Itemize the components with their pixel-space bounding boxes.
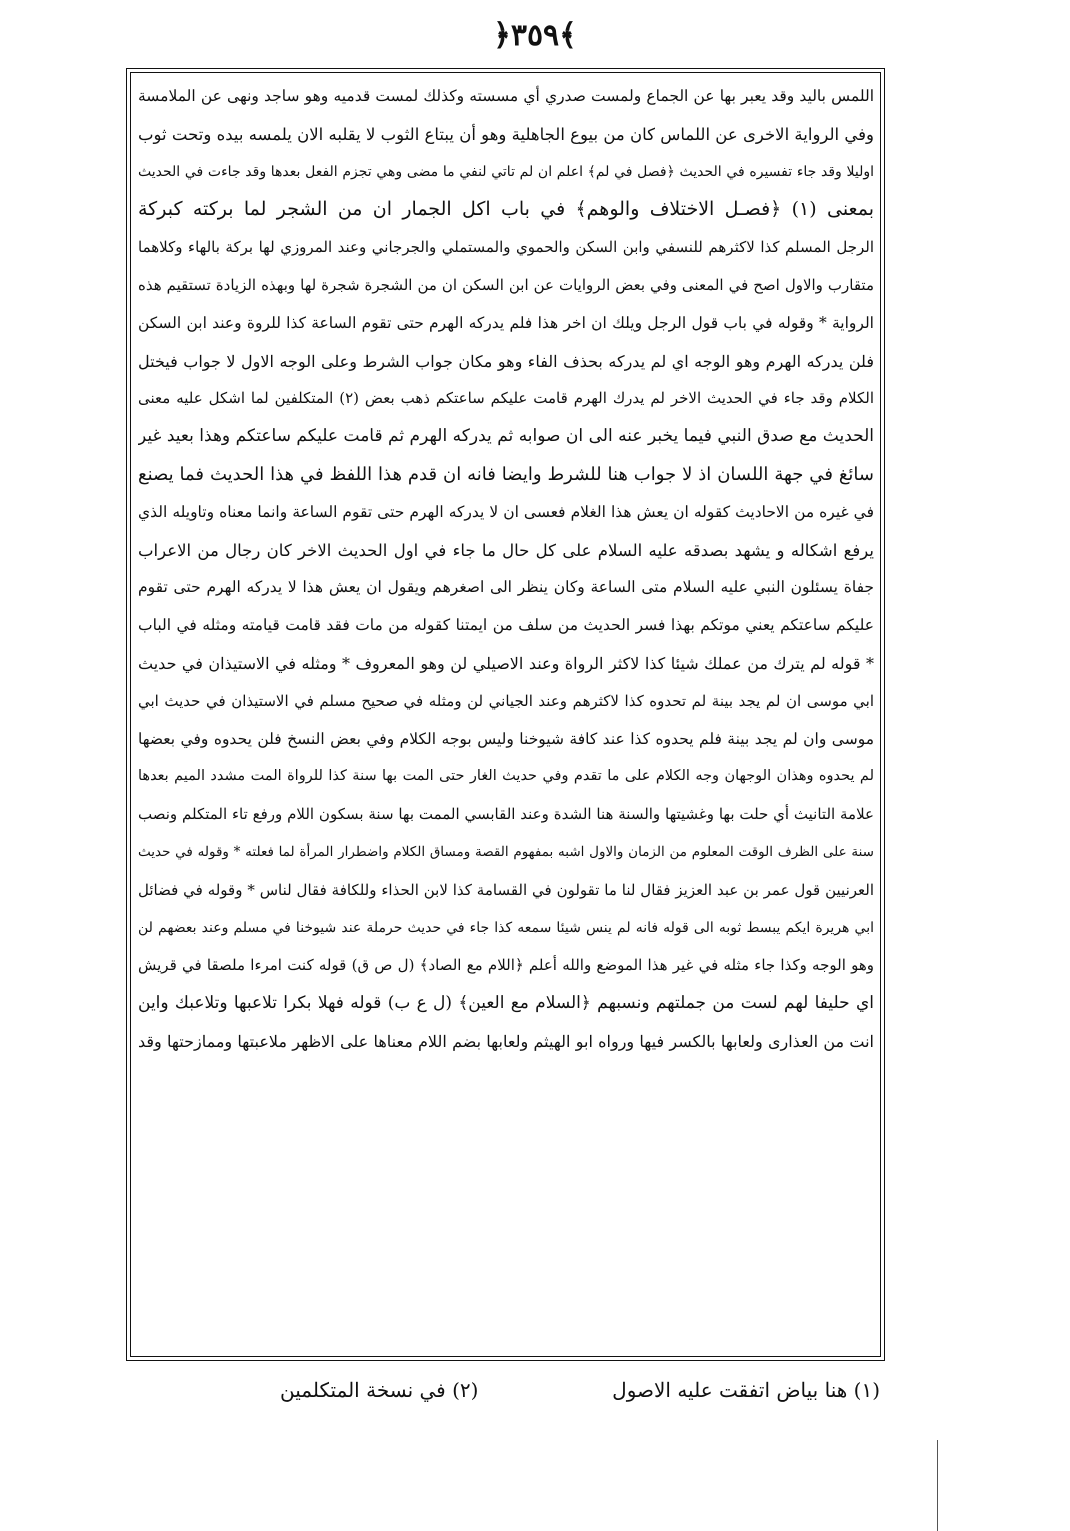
text-line: الرجل المسلم كذا لاكثرهم للنسفي وابن السكن والحموي والمستملي والجرجاني وعند المروزي لها بركة بالهاء وكلاهما (138, 238, 874, 257)
text-line: الحديث مع صدق النبي فيما يخبر عنه الى ان صوابه ثم يدركه الهرم ثم قامت عليكم ساعتكم وهذا بعيد غير (138, 426, 874, 447)
text-line: عليكم ساعتكم يعني موتكم بهذا فسر الحديث من سلف من ايمتنا كقوله من مات فقد قامت قيامته ومثله في الباب (138, 616, 874, 635)
text-line: بمعنى (١) ﴿فصـل الاختلاف والوهم﴾ في باب اكل الجمار ان من الشجر لما بركته كبركة (138, 198, 874, 221)
text-line: اللمس باليد وقد يعبر بها عن الجماع ولمست صدري أي مسسته وكذلك لمست قدميه وهو ساجد ونهى عن الملامسة (138, 87, 874, 105)
text-line: وفي الرواية الاخرى عن اللماس كان من بيوع الجاهلية وهو أن يبتاع الثوب لا يقلبه الان يلمسه بيده وتحت ثوب (138, 124, 874, 144)
text-line: الكلام وقد جاء في الحديث الاخر لم يدرك الهرم قامت عليكم ساعتكم ذهب بعض (٢) المتكلفين لما اشكل عليه معنى (138, 389, 874, 408)
text-line: موسى وان لم يجد بينة فلم يحدوه كذا عند كافة شيوخنا وليس بوجه الكلام وفي بعض النسخ فلن يحدوه وفي بعضها (138, 729, 874, 748)
footnote-1: (١) هنا بياض اتفقت عليه الاصول (612, 1378, 880, 1402)
text-line: الرواية * وقوله في باب قول الرجل ويلك ان اخر هذا فلم يدركه الهرم حتى تقوم الساعة كذا للروة وعند ابن السكن (138, 313, 874, 332)
main-text (138, 78, 874, 1061)
text-line: لم يحدوه وهذان الوجهان وجه الكلام على ما تقدم وفي حديث الغار حتى المت بها سنة كذا للرواة المت مشدد الميم بعدها (138, 768, 874, 785)
text-line: سائغ في جهة اللسان اذ لا جواب هنا للشرط وايضا فانه ان قدم هذا اللفظ في هذا الحديث فما يصنع (138, 463, 874, 485)
page-number: ﴿٣٥٩﴾ (493, 18, 577, 53)
text-line: * قوله لم يترك من عملك شيئا كذا لاكثر الرواة وعند الاصيلي لن وهو المعروف * ومثله في الاستيذان في حديث (138, 653, 874, 673)
text-line: في غيره من الاحاديث كقوله ان يعش هذا الغلام فعسى ان لا يدركه الهرم حتى تقوم الساعة وانما معناه وتاويله الذي (138, 502, 874, 521)
text-line: فلن يدركه الهرم وهو الوجه اي لم يدركه بحذف الفاء وهو مكان جواب الشرط وعلى الوجه الاول لا جواب فيختل (138, 351, 874, 371)
footnote-2: (٢) في نسخة المتكلمين (280, 1378, 479, 1402)
text-line: اوليلا وقد جاء تفسيره في الحديث ﴿فصل في لم﴾ اعلم ان لم تاتي لنفي ما مضى وهي تجزم الفعل بعدها وقد جاءت في الحديث (138, 163, 874, 180)
text-line: جفاة يسئلون النبي عليه السلام متى الساعة وكان ينظر الى اصغرهم ويقول ان يعش هذا لا يدركه الهرم حتى تقوم (138, 578, 874, 597)
text-line: يرفع اشكاله و يشهد بصدقه عليه السلام على كل حال ما جاء في اول الحديث الاخر كان رجال من الاعراب (138, 540, 874, 560)
text-line: العرنيين قول عمر بن عبد العزيز فقال لنا ما تقولون في القسامة كذا لابن الحذاء وللكافة فقال لناس * وقوله في فضائل (138, 880, 874, 899)
text-line: وهو الوجه وكذا جاء مثله في غير هذا الموضع والله أعلم ﴿اللام مع الصاد﴾ (ل ص ق) قوله كنت امرءا ملصقا في قريش (138, 956, 874, 975)
text-line: اي حليفا لهم لست من جملتهم ونسبهم ﴿السلام مع العين﴾ (ل ع ب) قوله فهلا بكرا تلاعبها وتلاعبك واين (138, 993, 874, 1014)
text-line: سنة على الظرف الوقت المعلوم من الزمان والاول اشبه بمفهوم القصة ومساق الكلام واضطرار المرأة لما فعلته * وقوله في حديث (138, 843, 874, 860)
text-line: علامة التانيث أي حلت بها وغشيتها والسنة هنا الشدة وعند القابسي الممت بها سنة بسكون اللام ورفع تاء المتكلم ونصب (138, 805, 874, 824)
text-line: ابي موسى ان لم يجد بينة لم تحدوه كذا لاكثرهم وعند الجياني لن ومثله في صحيح مسلم في الاستيذان في حديث ابي (138, 691, 874, 710)
footnotes (280, 1372, 880, 1408)
margin-rule (937, 1440, 938, 1531)
text-line: انت من العذارى ولعابها بالكسر فيها ورواه ابو الهيثم ولعابها بضم اللام معناها على الاظهر ملاعبتها وممازحتها وقد (138, 1031, 874, 1051)
text-line: ابي هريرة ايكم يبسط ثوبه الى قوله فانه لم ينس شيئا سمعه كذا جاء في حديث حرملة عند شيوخنا في مسلم وعند بعضهم لن (138, 919, 874, 936)
text-line: متقارب والاول اصح في المعنى وفي بعض الروايات عن ابن السكن ان من الشجرة شجرة لها وبهذه الزيادة تستقيم هذه (138, 275, 874, 294)
